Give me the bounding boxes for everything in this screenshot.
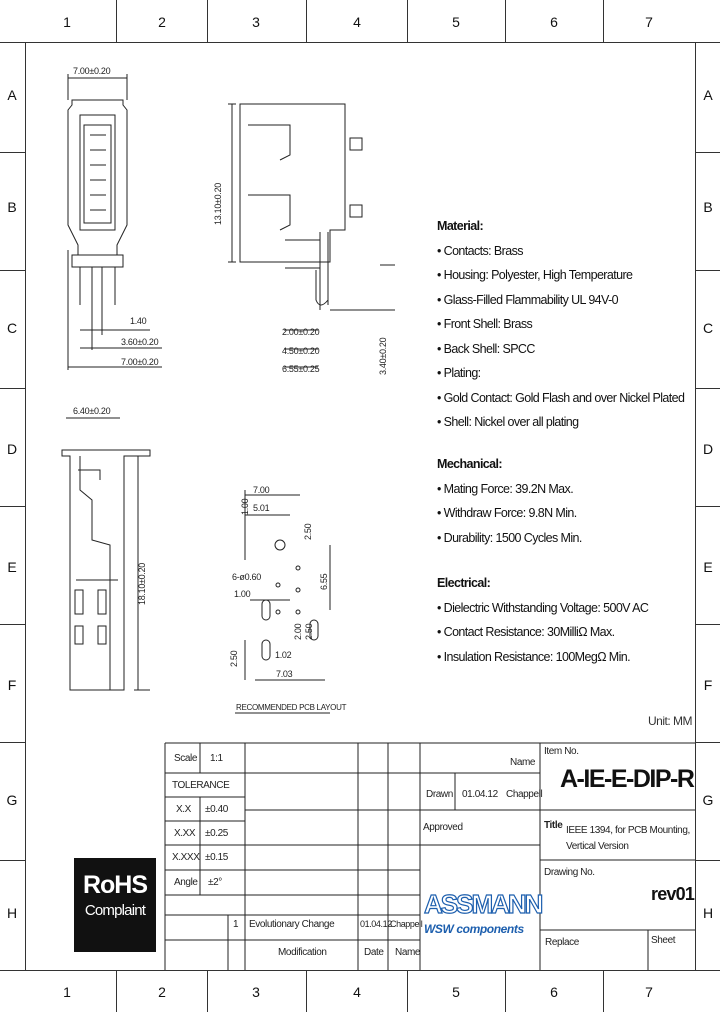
scale-label: Scale	[174, 753, 198, 764]
sheet-label: Sheet	[651, 935, 676, 946]
dim-front-width: 7.00±0.20	[73, 66, 111, 76]
dim-side-200: 2.00±0.20	[282, 327, 320, 337]
material-item: • Back Shell: SPCC	[437, 337, 684, 362]
electrical-item: • Insulation Resistance: 100MegΩ Min.	[437, 645, 648, 670]
back-view-drawing	[62, 418, 150, 690]
tolerance-key: X.XX	[174, 828, 196, 839]
col-label: 5	[452, 984, 460, 1000]
col-label: 4	[353, 14, 361, 30]
revision: rev01	[651, 884, 695, 904]
dim-pcb-700: 7.00	[253, 485, 270, 495]
dim-side-655: 6.55±0.25	[282, 364, 320, 374]
row-label: F	[7, 677, 17, 693]
dim-pcb-250c: 2.50	[229, 650, 239, 667]
title-label: Title	[544, 820, 563, 831]
material-item: • Glass-Filled Flammability UL 94V-0	[437, 288, 684, 313]
material-heading: Material:	[437, 219, 484, 233]
dim-pcb-655: 6.55	[319, 573, 329, 590]
scale-value: 1:1	[210, 753, 223, 764]
material-item: • Plating:	[437, 361, 684, 386]
row-label: C	[702, 320, 714, 336]
drawn-name: Chappell	[506, 789, 543, 800]
name-label: Name	[395, 947, 421, 958]
row-label: E	[7, 559, 17, 575]
modification-text: Evolutionary Change	[249, 919, 335, 930]
title-line-2: Vertical Version	[566, 841, 629, 852]
dim-pcb-100a: 1.00	[240, 498, 250, 515]
col-label: 1	[63, 984, 71, 1000]
company-name: ASSMANN	[424, 889, 542, 919]
drawn-label: Drawn	[426, 789, 453, 800]
material-item: • Gold Contact: Gold Flash and over Nickel Plated	[437, 386, 684, 411]
mechanical-item: • Durability: 1500 Cycles Min.	[437, 526, 582, 551]
col-label: 2	[158, 984, 166, 1000]
electrical-item: • Dielectric Withstanding Voltage: 500V AC	[437, 596, 648, 621]
rohs-subtitle: Complaint	[84, 902, 146, 919]
modification-label: Modification	[278, 947, 327, 958]
row-label: H	[702, 905, 714, 921]
col-label: 3	[252, 984, 260, 1000]
mechanical-item: • Mating Force: 39.2N Max.	[437, 477, 582, 502]
row-label: D	[702, 441, 714, 457]
col-label: 3	[252, 14, 260, 30]
tolerance-key: X.X	[176, 804, 191, 815]
material-item: • Shell: Nickel over all plating	[437, 410, 684, 435]
front-view-drawing	[68, 74, 162, 370]
date-label: Date	[364, 947, 384, 958]
tolerance-value: ±0.25	[205, 828, 228, 839]
drawing-no-label: Drawing No.	[544, 867, 595, 878]
mechanical-block	[437, 452, 582, 550]
title-line-1: IEEE 1394, for PCB Mounting,	[566, 825, 690, 836]
row-label: A	[7, 87, 17, 103]
pcb-layout-caption: RECOMMENDED PCB LAYOUT	[236, 703, 347, 712]
row-label: G	[702, 792, 714, 808]
replace-label: Replace	[545, 937, 579, 948]
row-label: B	[7, 199, 17, 215]
col-label: 5	[452, 14, 460, 30]
row-label: B	[703, 199, 713, 215]
electrical-item: • Contact Resistance: 30MilliΩ Max.	[437, 620, 648, 645]
dim-pcb-102: 1.02	[275, 650, 292, 660]
col-label: 7	[645, 984, 653, 1000]
material-item: • Front Shell: Brass	[437, 312, 684, 337]
specs-block	[437, 214, 684, 435]
item-number: A-IE-E-DIP-R	[560, 765, 694, 793]
mod-name: Chappell	[390, 919, 423, 929]
dim-side-height: 13.10±0.20	[213, 183, 223, 225]
row-label: E	[703, 559, 713, 575]
col-label: 1	[63, 14, 71, 30]
col-label: 4	[353, 984, 361, 1000]
pcb-layout-drawing	[235, 490, 330, 713]
tolerance-value: ±2°	[208, 877, 222, 888]
row-label: H	[6, 905, 18, 921]
rohs-badge	[74, 858, 156, 952]
rev-number: 1	[233, 919, 239, 930]
tolerance-value: ±0.15	[205, 852, 228, 863]
electrical-block	[437, 571, 648, 669]
tolerance-label: TOLERANCE	[172, 780, 230, 791]
rohs-title: RoHS	[82, 871, 148, 899]
dim-back-height: 18.10±0.20	[137, 563, 147, 605]
dim-pcb-hole: 6-ø0.60	[232, 572, 261, 582]
mod-date: 01.04.12	[360, 919, 392, 929]
mechanical-item: • Withdraw Force: 9.8N Min.	[437, 501, 582, 526]
col-label: 6	[550, 14, 558, 30]
dim-side-340: 3.40±0.20	[378, 337, 388, 375]
tolerance-key: X.XXX	[172, 852, 200, 863]
dim-pcb-200: 2.00	[293, 623, 303, 640]
row-label: D	[6, 441, 18, 457]
row-label: F	[703, 677, 713, 693]
tolerance-key: Angle	[174, 877, 198, 888]
mechanical-heading: Mechanical:	[437, 457, 502, 471]
dim-front-700: 7.00±0.20	[121, 357, 159, 367]
company-subtitle: WSW components	[424, 922, 524, 936]
electrical-heading: Electrical:	[437, 576, 491, 590]
dim-side-450: 4.50±0.20	[282, 346, 320, 356]
material-item: • Housing: Polyester, High Temperature	[437, 263, 684, 288]
dim-pcb-501: 5.01	[253, 503, 270, 513]
dim-pcb-100b: 1.00	[234, 589, 251, 599]
row-label: A	[703, 87, 713, 103]
dim-pcb-250: 2.50	[303, 523, 313, 540]
drawn-date: 01.04.12	[462, 789, 498, 800]
unit-label: Unit: MM	[648, 714, 692, 728]
row-label: C	[6, 320, 18, 336]
col-label: 6	[550, 984, 558, 1000]
assmann-logo	[424, 889, 542, 936]
item-no-label: Item No.	[544, 746, 579, 757]
approved-label: Approved	[423, 822, 463, 833]
dim-back-width: 6.40±0.20	[73, 406, 111, 416]
col-label: 2	[158, 14, 166, 30]
name-header: Name	[510, 757, 536, 768]
col-label: 7	[645, 14, 653, 30]
tolerance-value: ±0.40	[205, 804, 228, 815]
dim-pcb-250b: 2.50	[304, 623, 314, 640]
dim-front-360: 3.60±0.20	[121, 337, 159, 347]
dim-pcb-703: 7.03	[276, 669, 293, 679]
dim-front-140: 1.40	[130, 316, 147, 326]
row-label: G	[6, 792, 18, 808]
material-item: • Contacts: Brass	[437, 239, 684, 264]
